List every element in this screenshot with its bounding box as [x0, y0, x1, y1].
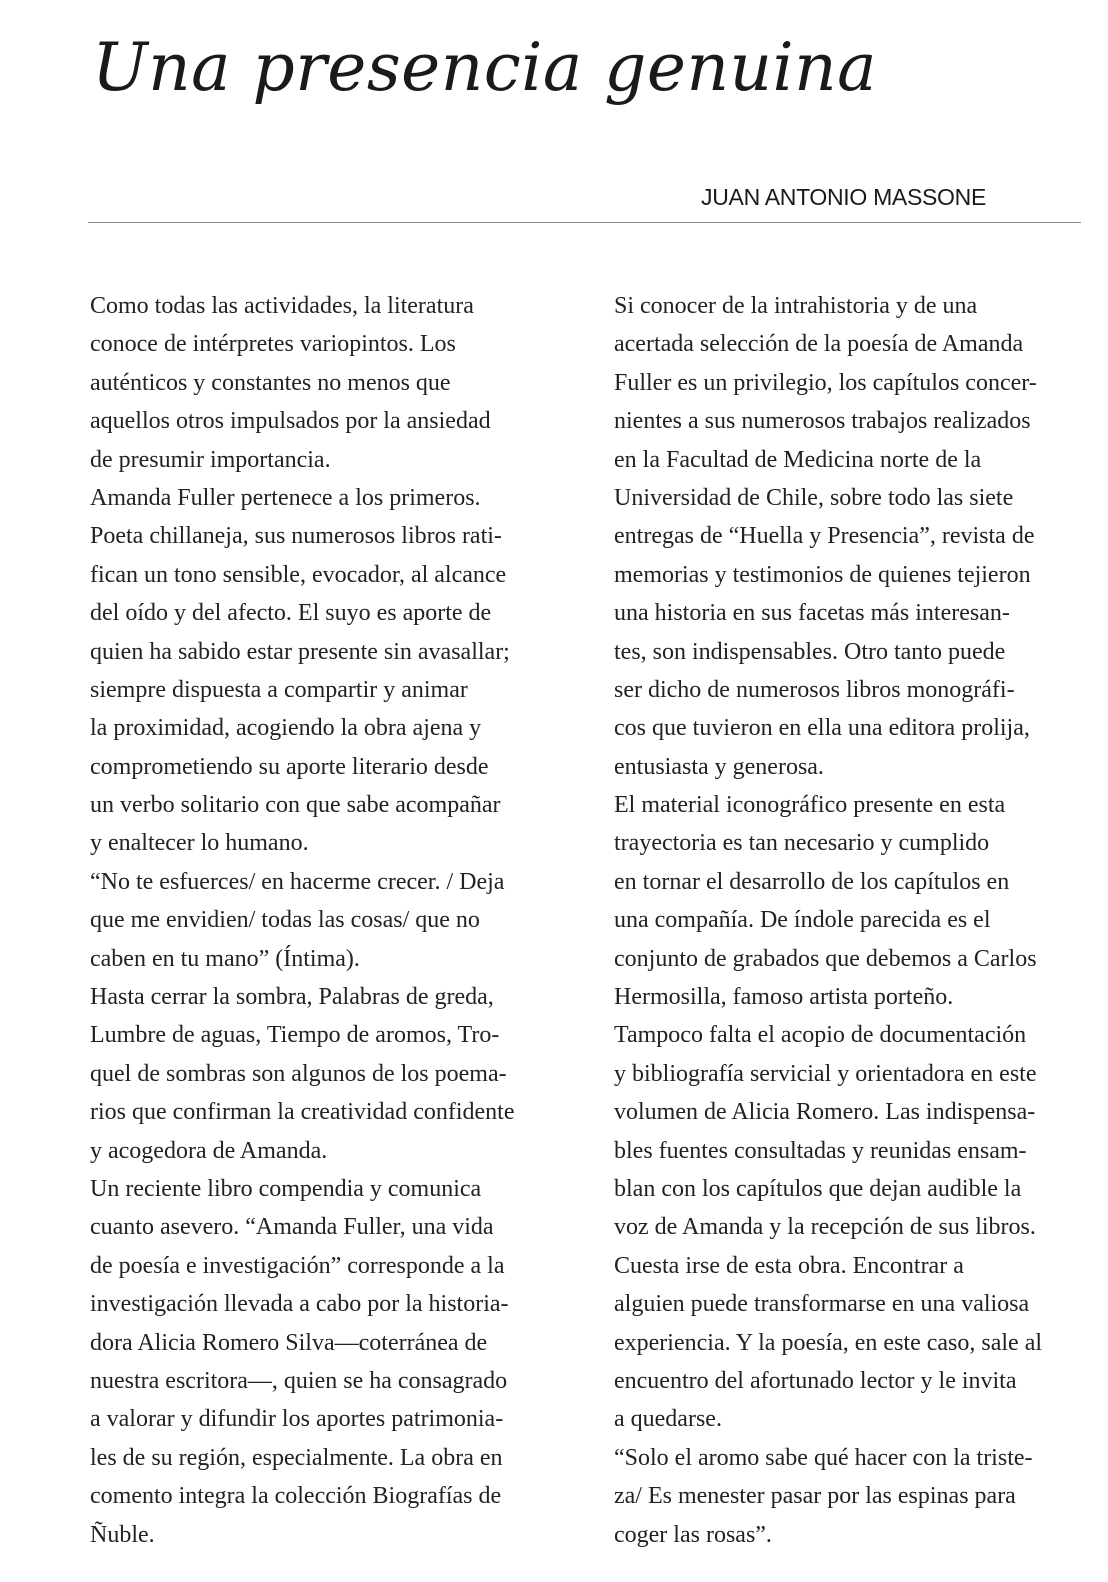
- text-line: que me envidien/ todas las cosas/ que no: [90, 907, 480, 934]
- text-line: de presumir importancia.: [90, 446, 331, 473]
- text-line: Como todas las actividades, la literatura: [90, 293, 474, 319]
- text-line: bles fuentes consultadas y reunidas ensam-: [614, 1137, 1027, 1164]
- text-line: y enaltecer lo humano.: [90, 830, 309, 857]
- text-line: Cuesta irse de esta obra. Encontrar a: [614, 1252, 964, 1279]
- text-line: investigación llevada a cabo por la historia-: [90, 1291, 509, 1318]
- text-line: acertada selección de la poesía de Amanda: [614, 331, 1024, 358]
- right-text-column: [614, 287, 1089, 1554]
- text-line: coger las rosas”.: [614, 1521, 772, 1548]
- text-line: Ñuble.: [90, 1521, 155, 1548]
- text-line: tes, son indispensables. Otro tanto puede: [614, 638, 1006, 665]
- text-line: y acogedora de Amanda.: [90, 1137, 328, 1164]
- text-line: entregas de “Huella y Presencia”, revista de: [614, 523, 1035, 550]
- text-line: quien ha sabido estar presente sin avasallar;: [90, 638, 510, 665]
- text-line: cos que tuvieron en ella una editora prolija,: [614, 715, 1030, 742]
- article-title: Una presencia genuina: [92, 29, 877, 106]
- text-line: Poeta chillaneja, sus numerosos libros rati-: [90, 523, 502, 550]
- text-line: auténticos y constantes no menos que: [90, 369, 451, 396]
- text-line: Hermosilla, famoso artista porteño.: [614, 984, 954, 1011]
- text-line: “No te esfuerces/ en hacerme crecer. / Deja: [90, 868, 505, 895]
- text-line: siempre dispuesta a compartir y animar: [90, 676, 468, 703]
- text-line: Un reciente libro compendia y comunica: [90, 1175, 482, 1202]
- text-line: experiencia. Y la poesía, en este caso, sale al: [614, 1329, 1043, 1356]
- text-line: za/ Es menester pasar por las espinas para: [614, 1483, 1016, 1510]
- text-line: ser dicho de numerosos libros monográfi-: [614, 676, 1015, 703]
- header-divider: [88, 222, 1081, 223]
- text-line: nuestra escritora—, quien se ha consagrado: [90, 1367, 508, 1394]
- text-line: Lumbre de aguas, Tiempo de aromos, Tro-: [90, 1022, 500, 1049]
- text-line: El material iconográfico presente en esta: [614, 792, 1006, 819]
- text-line: trayectoria es tan necesario y cumplido: [614, 830, 990, 857]
- text-line: un verbo solitario con que sabe acompañar: [90, 792, 501, 819]
- text-line: cuanto asevero. “Amanda Fuller, una vida: [90, 1214, 494, 1241]
- text-line: y bibliografía servicial y orientadora en este: [614, 1060, 1037, 1087]
- text-line: Hasta cerrar la sombra, Palabras de greda,: [90, 984, 494, 1011]
- text-line: Universidad de Chile, sobre todo las siete: [614, 484, 1014, 511]
- text-line: comento integra la colección Biografías de: [90, 1483, 502, 1510]
- author-byline: JUAN ANTONIO MASSONE: [701, 184, 986, 210]
- left-text-column: [90, 287, 570, 1554]
- text-line: a quedarse.: [614, 1406, 722, 1433]
- text-line: la proximidad, acogiendo la obra ajena y: [90, 715, 482, 742]
- text-line: dora Alicia Romero Silva—coterránea de: [90, 1329, 488, 1356]
- text-line: fican un tono sensible, evocador, al alcance: [90, 561, 507, 588]
- text-line: conoce de intérpretes variopintos. Los: [90, 331, 456, 358]
- text-line: Si conocer de la intrahistoria y de una: [614, 293, 978, 319]
- text-line: conjunto de grabados que debemos a Carlos: [614, 945, 1037, 972]
- text-line: quel de sombras son algunos de los poema-: [90, 1060, 507, 1087]
- text-line: blan con los capítulos que dejan audible la: [614, 1175, 1022, 1202]
- text-line: encuentro del afortunado lector y le invita: [614, 1367, 1017, 1394]
- text-line: Fuller es un privilegio, los capítulos concer-: [614, 369, 1037, 396]
- text-line: a valorar y difundir los aportes patrimonia-: [90, 1406, 504, 1433]
- text-line: alguien puede transformarse en una valiosa: [614, 1291, 1030, 1318]
- text-line: de poesía e investigación” corresponde a la: [90, 1252, 505, 1279]
- text-line: en tornar el desarrollo de los capítulos en: [614, 868, 1010, 895]
- text-line: rios que confirman la creatividad confidente: [90, 1099, 515, 1126]
- text-line: en la Facultad de Medicina norte de la: [614, 446, 982, 473]
- text-line: caben en tu mano” (Íntima).: [90, 945, 360, 972]
- text-line: memorias y testimonios de quienes tejieron: [614, 561, 1031, 588]
- text-line: entusiasta y generosa.: [614, 753, 824, 780]
- text-line: “Solo el aromo sabe qué hacer con la triste-: [614, 1444, 1033, 1471]
- text-line: Amanda Fuller pertenece a los primeros.: [90, 484, 481, 511]
- text-line: voz de Amanda y la recepción de sus libros.: [614, 1214, 1036, 1241]
- text-line: del oído y del afecto. El suyo es aporte de: [90, 600, 492, 627]
- text-line: aquellos otros impulsados por la ansiedad: [90, 408, 491, 435]
- text-line: comprometiendo su aporte literario desde: [90, 753, 489, 780]
- text-line: volumen de Alicia Romero. Las indispensa-: [614, 1099, 1036, 1126]
- text-line: Tampoco falta el acopio de documentación: [614, 1022, 1027, 1049]
- text-line: una historia en sus facetas más interesan-: [614, 600, 1010, 627]
- text-line: una compañía. De índole parecida es el: [614, 907, 991, 934]
- text-line: nientes a sus numerosos trabajos realizados: [614, 408, 1031, 435]
- text-line: les de su región, especialmente. La obra en: [90, 1444, 503, 1471]
